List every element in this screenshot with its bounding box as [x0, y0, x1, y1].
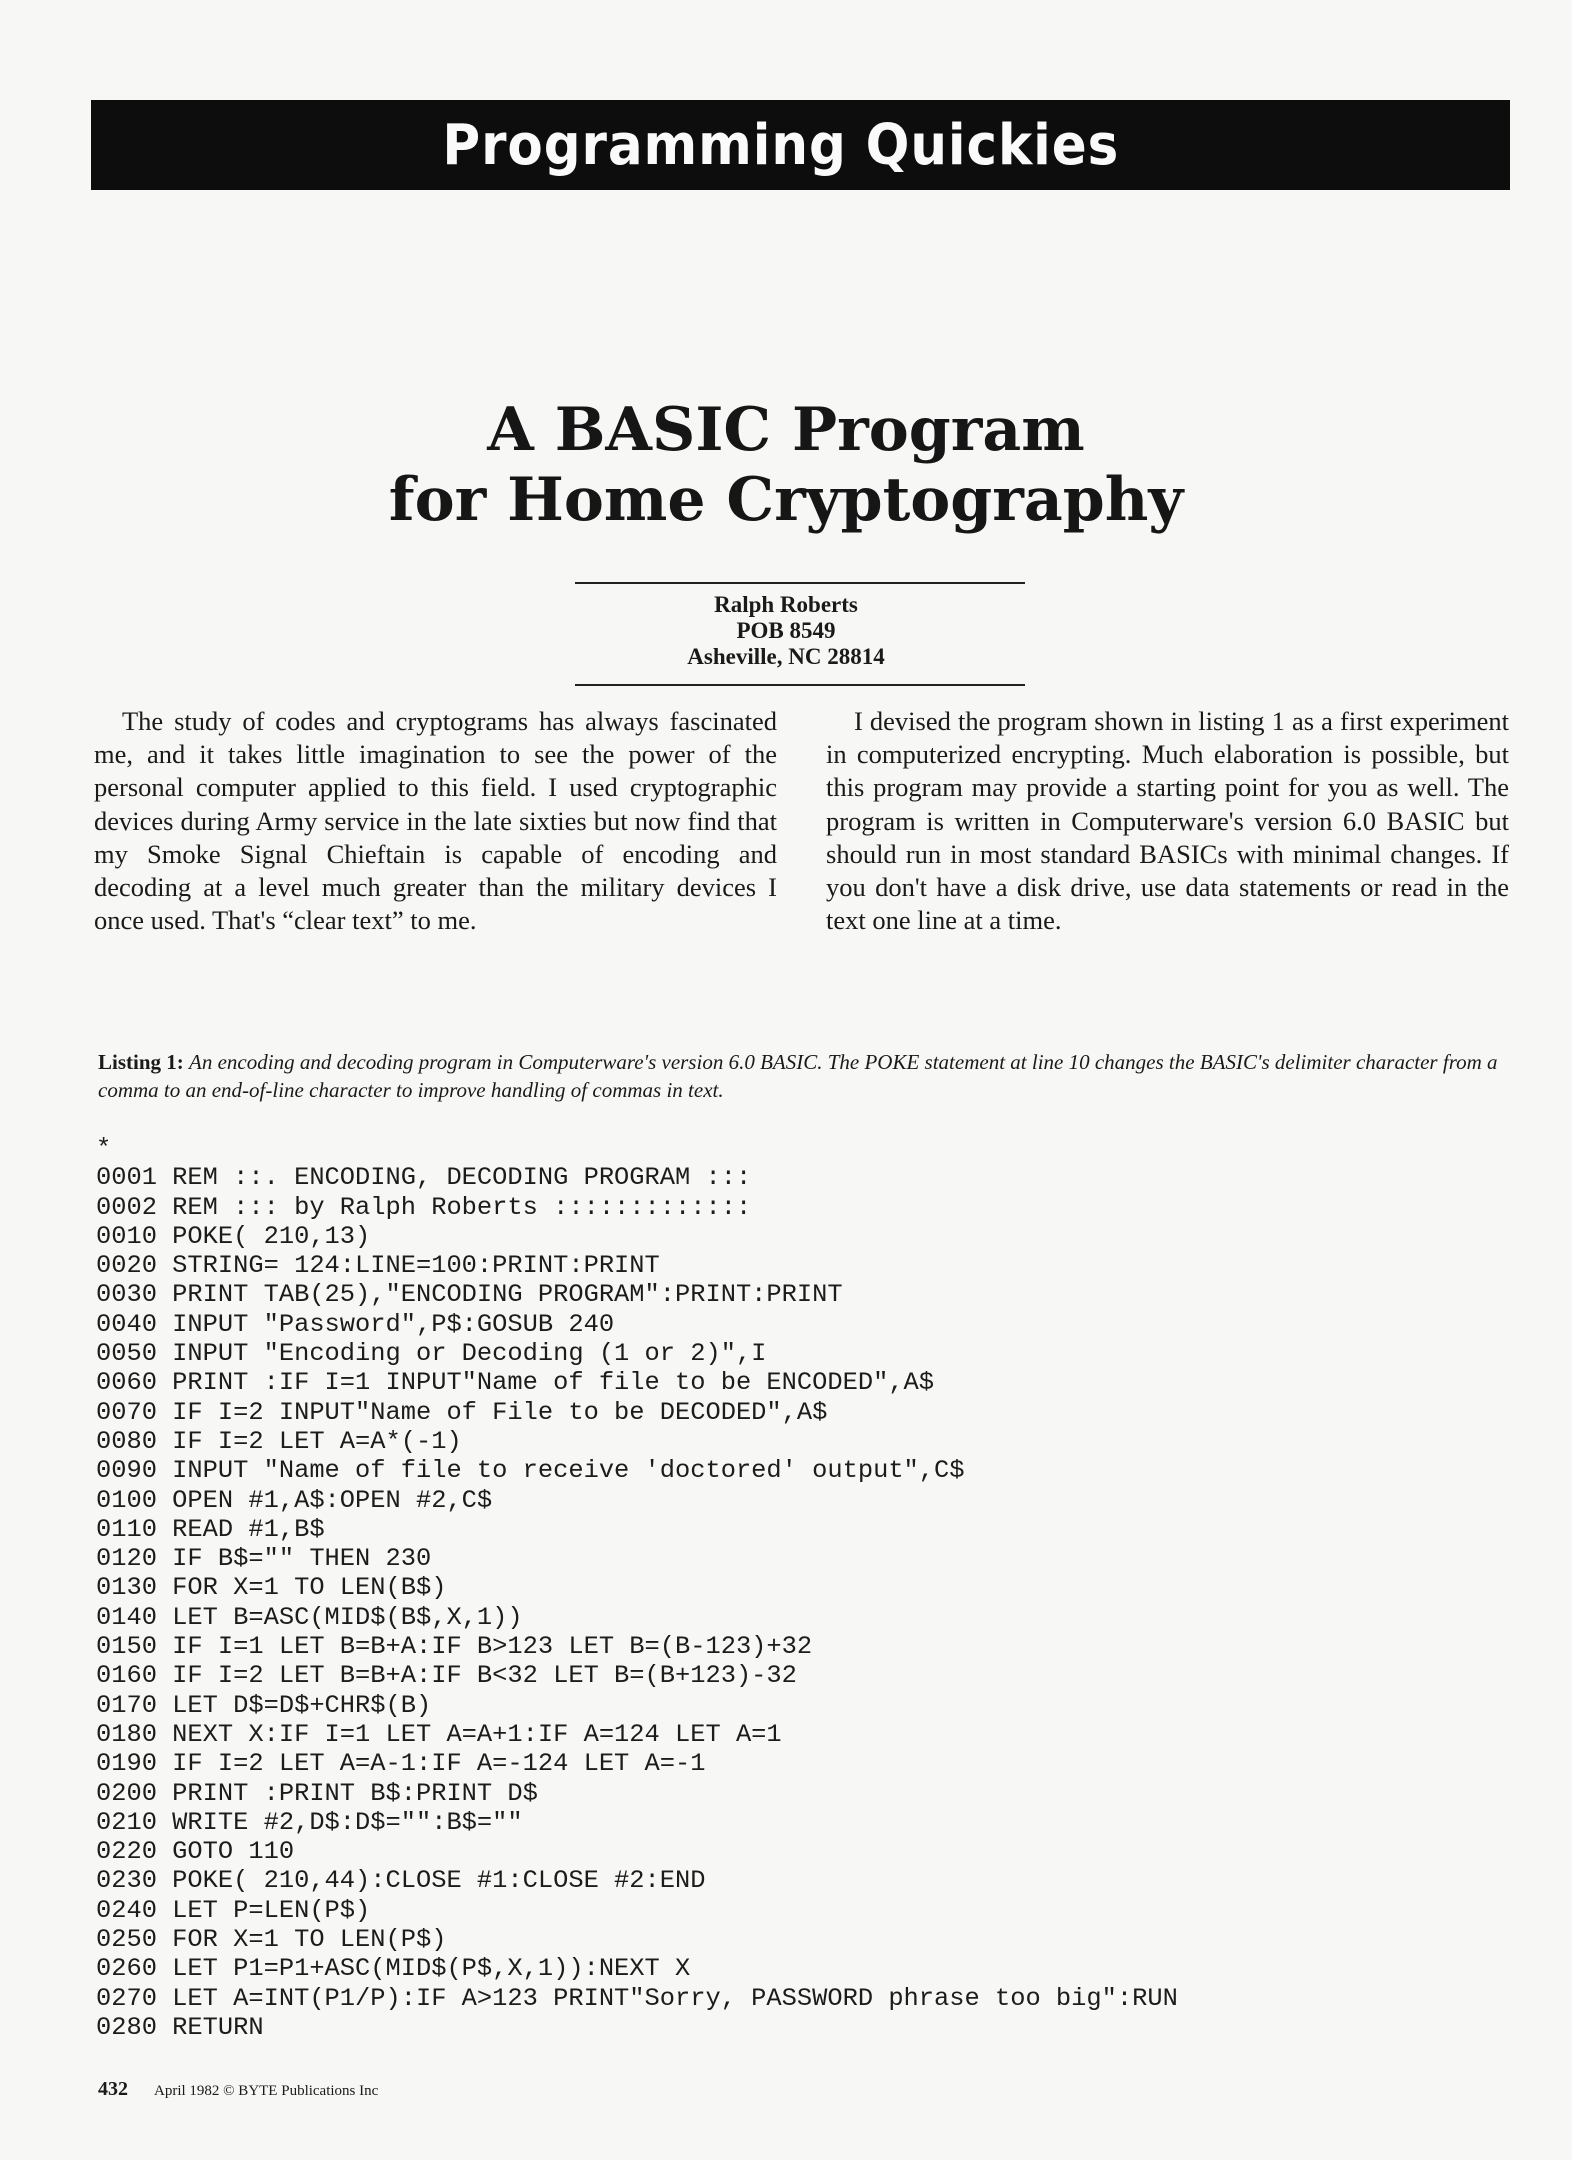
code-line: 0270 LET A=INT(P1/P):IF A>123 PRINT"Sorry, PASSWORD phrase too big":RUN: [96, 1983, 1178, 2013]
code-line: 0220 GOTO 110: [96, 1837, 295, 1867]
code-line: 0140 LET B=ASC(MID$(B$,X,1)): [96, 1602, 523, 1632]
author-name: Ralph Roberts: [714, 592, 858, 617]
code-line: 0090 INPUT "Name of file to receive 'doctored' output",C$: [96, 1456, 965, 1486]
page-footer: [98, 2078, 378, 2101]
code-line: 0200 PRINT :PRINT B$:PRINT D$: [96, 1778, 538, 1808]
listing-caption: [98, 1048, 1498, 1104]
code-line: 0010 POKE( 210,13): [96, 1221, 371, 1251]
code-line: 0030 PRINT TAB(25),"ENCODING PROGRAM":PRINT:PRINT: [96, 1280, 843, 1310]
code-line: 0040 INPUT "Password",P$:GOSUB 240: [96, 1309, 615, 1339]
code-line: 0230 POKE( 210,44):CLOSE #1:CLOSE #2:END: [96, 1866, 706, 1896]
code-line: *: [96, 1134, 112, 1163]
code-line: 0210 WRITE #2,D$:D$="":B$="": [96, 1807, 523, 1837]
code-line: 0100 OPEN #1,A$:OPEN #2,C$: [96, 1485, 493, 1515]
code-line: 0280 RETURN: [96, 2012, 264, 2042]
section-banner: [91, 100, 1510, 190]
code-line: 0070 IF I=2 INPUT"Name of File to be DECODED",A$: [96, 1397, 828, 1427]
code-line: 0160 IF I=2 LET B=B+A:IF B<32 LET B=(B+123)-32: [96, 1661, 797, 1691]
byline-top-divider: [575, 582, 1025, 584]
byline-bottom-divider: [575, 684, 1025, 686]
code-line: 0110 READ #1,B$: [96, 1514, 325, 1544]
author-address-line-1: POB 8549: [736, 618, 836, 643]
listing-caption-text: An encoding and decoding program in Computerware's version 6.0 BASIC. The POKE statement at line 10 changes the BASIC's delimiter character from a comma to an end-of-line character to improve handling of commas in text.: [98, 1050, 1498, 1102]
code-line: 0002 REM ::: by Ralph Roberts :::::::::::::: [96, 1192, 752, 1222]
section-banner-title: Programming Quickies: [442, 112, 1119, 178]
author-byline: [0, 592, 1572, 670]
code-line: 0060 PRINT :IF I=1 INPUT"Name of file to be ENCODED",A$: [96, 1368, 935, 1398]
body-paragraph-1: The study of codes and cryptograms has always fascinated me, and it takes little imagination to see the power of the personal computer applied to this field. I used cryptographic devices during Army service in the late sixties but now find that my Smoke Signal Chieftain is capable of encoding and decoding at a level much greater than the military devices I once used. That's “clear text” to me.: [94, 706, 777, 936]
code-listing: [96, 1134, 1178, 2042]
article-title-line-2: for Home Cryptography: [388, 465, 1184, 535]
code-line: 0020 STRING= 124:LINE=100:PRINT:PRINT: [96, 1251, 660, 1281]
code-line: 0260 LET P1=P1+ASC(MID$(P$,X,1)):NEXT X: [96, 1954, 691, 1984]
code-line: 0190 IF I=2 LET A=A-1:IF A=-124 LET A=-1: [96, 1749, 706, 1779]
author-address-line-2: Asheville, NC 28814: [687, 644, 885, 669]
code-line: 0080 IF I=2 LET A=A*(-1): [96, 1426, 462, 1456]
article-title-line-1: A BASIC Program: [487, 395, 1085, 465]
code-line: 0250 FOR X=1 TO LEN(P$): [96, 1925, 447, 1955]
code-line: 0180 NEXT X:IF I=1 LET A=A+1:IF A=124 LET A=1: [96, 1719, 782, 1749]
page-number: 432: [98, 2078, 128, 2100]
listing-label: Listing 1:: [98, 1050, 184, 1074]
publication-info: April 1982 © BYTE Publications Inc: [154, 2083, 379, 2099]
code-line: 0150 IF I=1 LET B=B+A:IF B>123 LET B=(B-123)+32: [96, 1632, 813, 1662]
code-line: 0001 REM ::. ENCODING, DECODING PROGRAM :::: [96, 1163, 752, 1193]
code-line: 0170 LET D$=D$+CHR$(B): [96, 1690, 432, 1720]
article-title: [0, 395, 1572, 535]
code-line: 0240 LET P=LEN(P$): [96, 1895, 371, 1925]
code-line: 0120 IF B$="" THEN 230: [96, 1544, 432, 1574]
body-paragraph-2: I devised the program shown in listing 1 as a first experiment in computerized encrypting. Much elaboration is possible, but this program may provide a starting point for you as well. The program is written in Computerware's version 6.0 BASIC but should run in most standard BASICs with minimal changes. If you don't have a disk drive, use data statements or read in the text one line at a time.: [826, 706, 1509, 936]
code-line: 0130 FOR X=1 TO LEN(B$): [96, 1573, 447, 1603]
code-line: 0050 INPUT "Encoding or Decoding (1 or 2)",I: [96, 1339, 767, 1369]
